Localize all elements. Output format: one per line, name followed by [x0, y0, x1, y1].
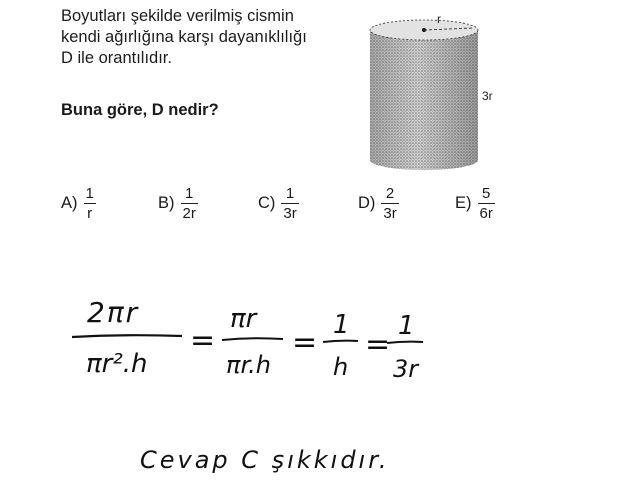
fraction-denominator: 6r: [479, 205, 493, 222]
option-letter: C): [258, 194, 276, 212]
handwritten-fraction-3: [323, 310, 358, 381]
option-letter: D): [358, 194, 376, 212]
option-fraction: [181, 185, 198, 222]
fraction-numerator: 1: [185, 185, 194, 202]
fraction-bar: [478, 203, 495, 204]
option-d[interactable]: [358, 185, 399, 222]
fraction-denominator: 3r: [283, 205, 297, 222]
handwritten-denominator: h: [333, 353, 349, 381]
option-letter: B): [158, 194, 175, 212]
handwritten-fraction-4: [387, 311, 423, 383]
fraction-denominator: r: [87, 205, 93, 222]
question-line-2: kendi ağırlığına karşı dayanıklılığı: [61, 28, 307, 46]
handwritten-numerator: πr: [230, 304, 257, 334]
fraction-numerator: 5: [482, 185, 491, 202]
answer-options: [0, 185, 618, 240]
handwritten-fraction-bar: [222, 338, 283, 340]
fraction-numerator: 2: [385, 185, 395, 202]
handwritten-answer: Cevap C şıkkıdır.: [140, 446, 390, 474]
fraction-denominator: 2r: [182, 205, 196, 222]
handwritten-numerator: 1: [333, 310, 350, 340]
question-text: [61, 6, 307, 69]
option-letter: A): [61, 194, 78, 212]
cylinder-body: [370, 30, 478, 170]
handwritten-denominator: πr².h: [86, 349, 148, 379]
handwritten-solution: [0, 280, 618, 495]
height-label: 3r: [482, 89, 493, 103]
handwritten-fraction-bar: [323, 341, 358, 342]
handwritten-numerator: 2πr: [87, 296, 140, 329]
fraction-bar: [381, 203, 398, 204]
radius-label: r: [437, 12, 441, 26]
fraction-numerator: 1: [85, 185, 94, 202]
option-a[interactable]: [61, 185, 96, 222]
question-line-1: Boyutları şekilde verilmiş cismin: [61, 7, 294, 25]
option-c[interactable]: [258, 185, 299, 222]
handwritten-equals: =: [292, 325, 318, 360]
handwritten-fraction-bar: [72, 335, 182, 337]
cylinder-figure: [355, 10, 505, 180]
option-fraction: [381, 185, 398, 222]
option-fraction: [84, 185, 96, 222]
option-e[interactable]: [455, 185, 495, 222]
option-b[interactable]: [158, 185, 198, 222]
handwritten-denominator: πr.h: [226, 351, 271, 379]
handwritten-numerator: 1: [398, 311, 415, 341]
fraction-bar: [84, 203, 96, 204]
handwritten-equals: =: [365, 327, 391, 362]
handwritten-fraction-1: [72, 296, 182, 379]
question-prompt: Buna göre, D nedir?: [61, 101, 219, 119]
question-line-3: D ile orantılıdır.: [61, 49, 172, 67]
option-letter: E): [455, 194, 472, 212]
handwritten-fraction-2: [222, 304, 283, 379]
handwritten-fraction-bar: [387, 342, 423, 343]
option-fraction: [478, 185, 495, 222]
fraction-bar: [181, 203, 198, 204]
fraction-numerator: 1: [285, 185, 295, 202]
fraction-bar: [281, 203, 298, 204]
handwritten-denominator: 3r: [393, 355, 419, 383]
fraction-denominator: 3r: [383, 205, 397, 222]
option-fraction: [281, 185, 298, 222]
handwritten-equals: =: [190, 323, 216, 358]
